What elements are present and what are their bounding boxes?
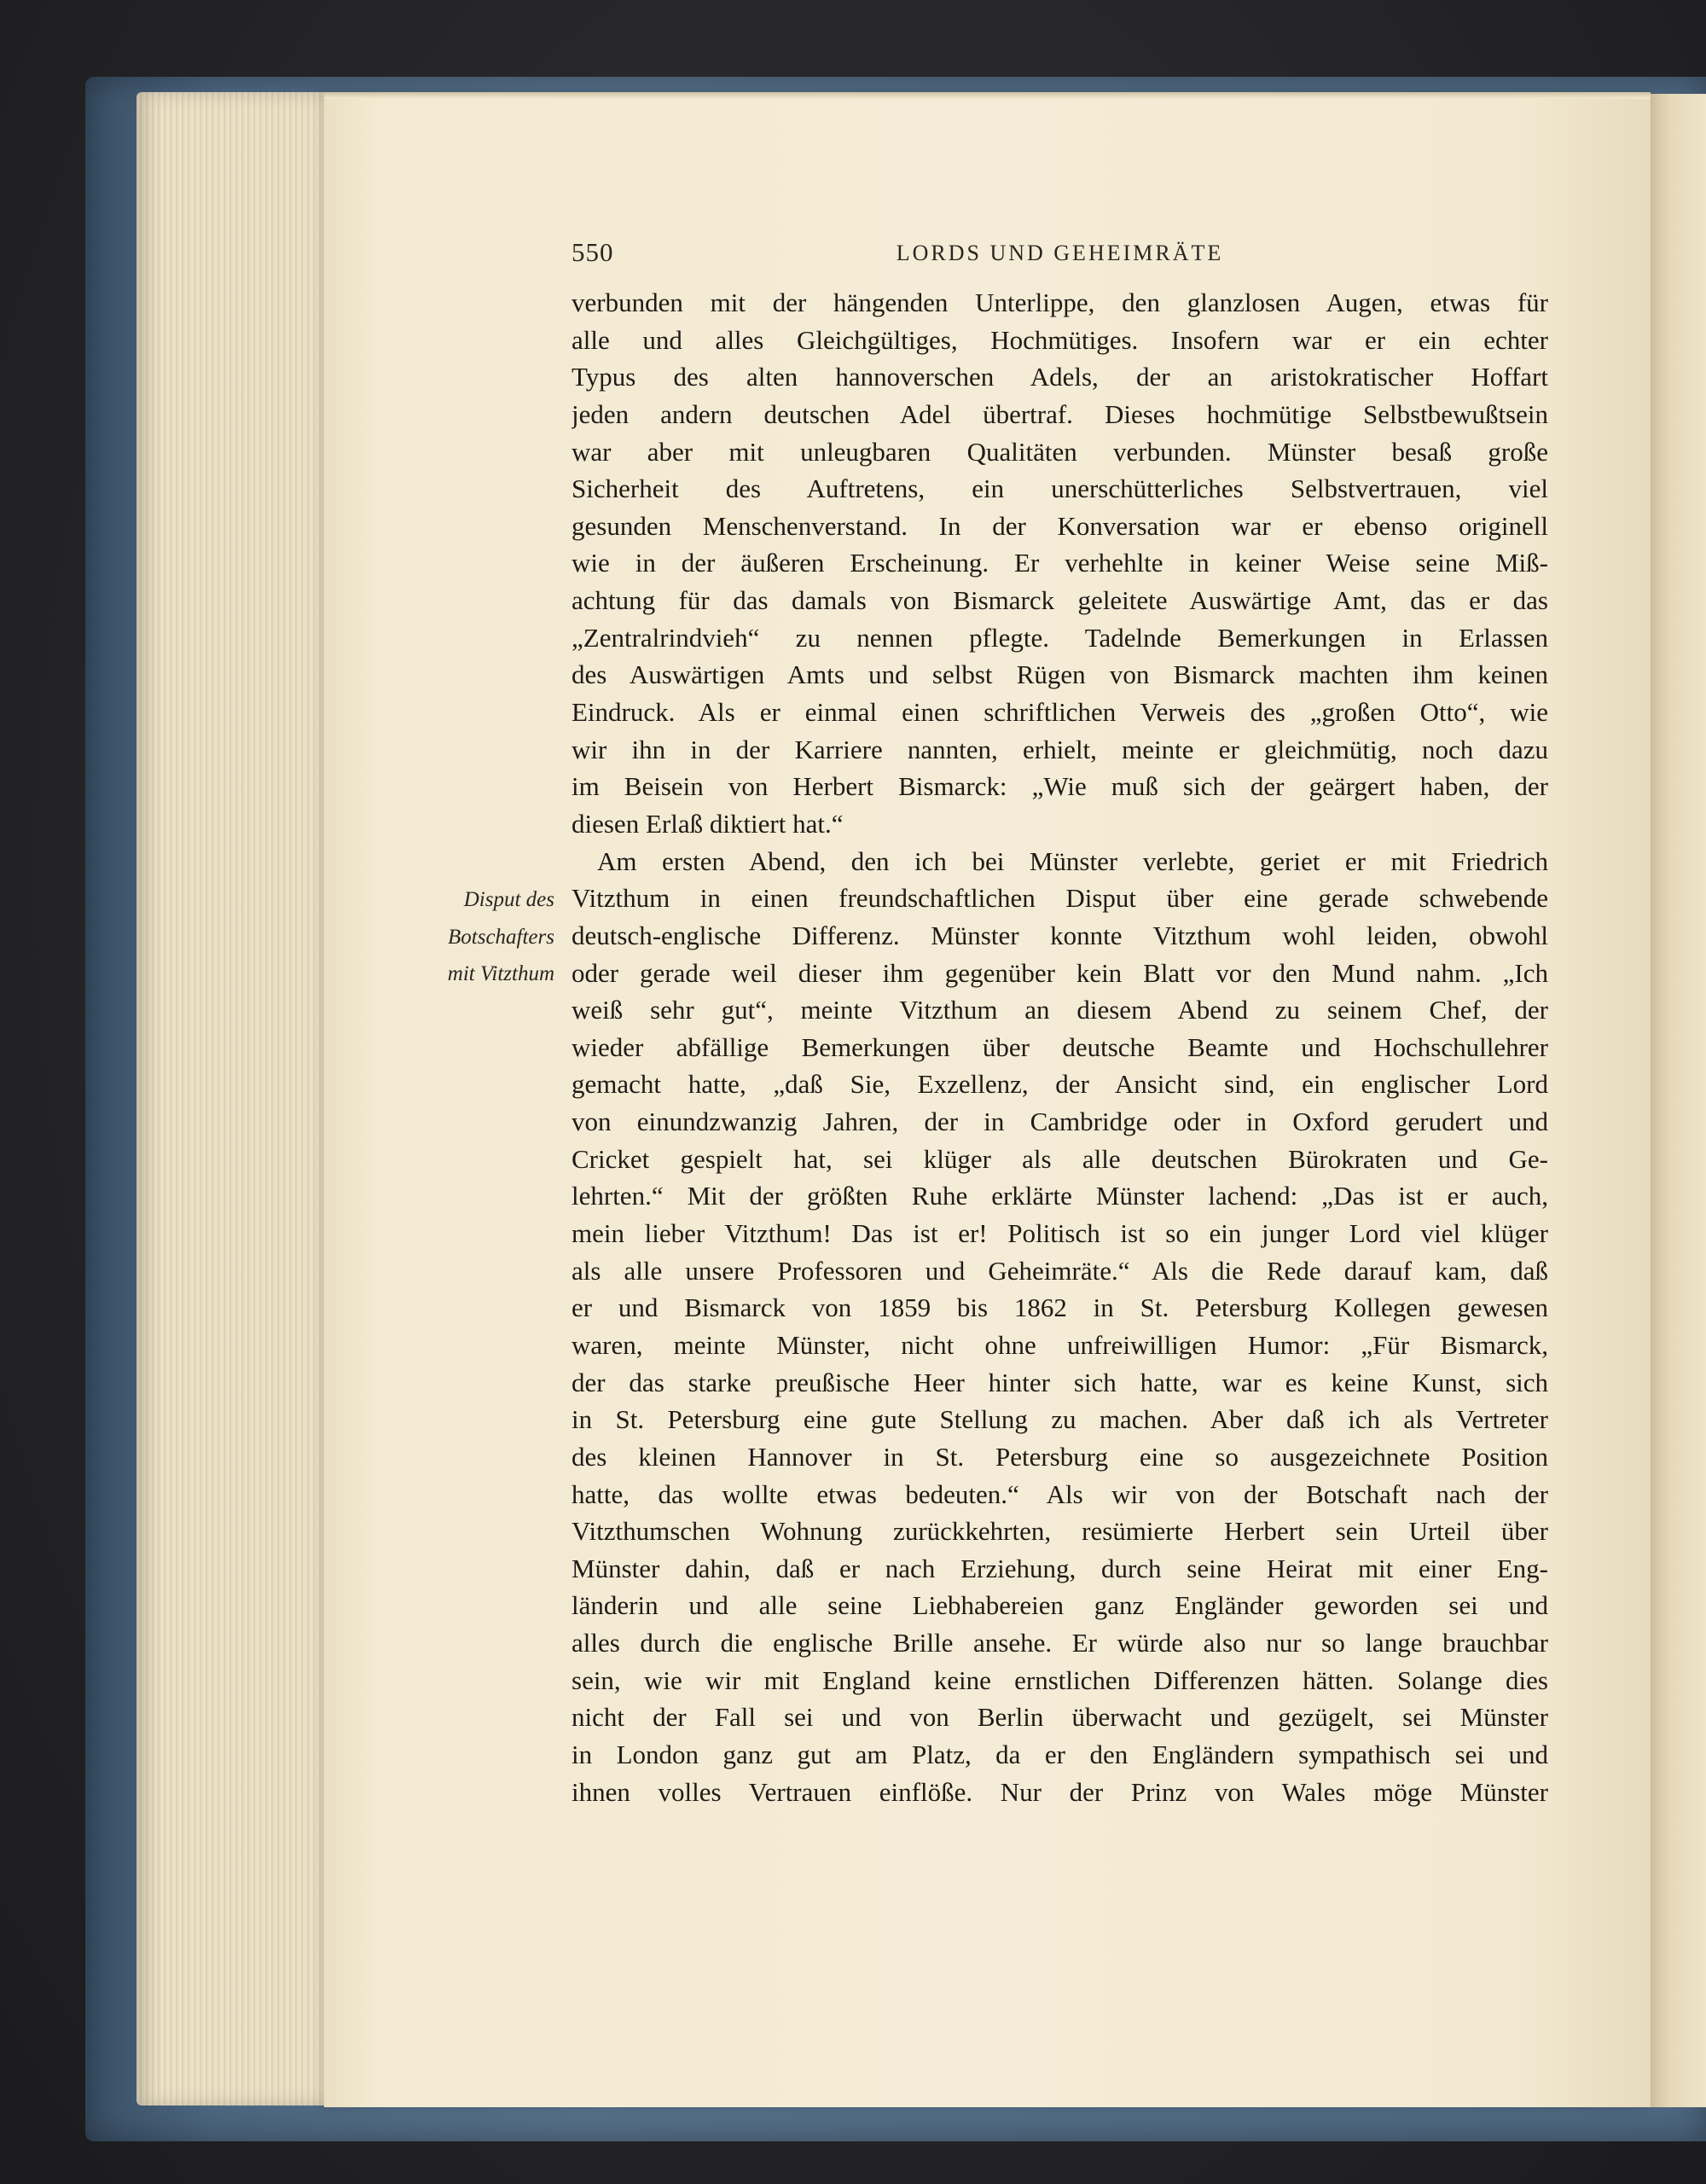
text-line: ihnen volles Vertrauen einflöße. Nur der Prinz von Wales möge Münster: [572, 1776, 1548, 1807]
text-line: hatte, das wollte etwas bedeuten.“ Als wir von der Botschaft nach der: [572, 1478, 1548, 1509]
text-line: länderin und alle seine Liebhabereien ganz Engländer geworden sei und: [572, 1590, 1548, 1621]
text-line: „Zentralrindvieh“ zu nennen pflegte. Tadelnde Bemerkungen in Erlassen: [572, 622, 1548, 653]
text-line: im Beisein von Herbert Bismarck: „Wie muß sich der geärgert haben, der: [572, 771, 1548, 802]
text-line: als alle unsere Professoren und Geheimräte.“ Als die Rede darauf kam, daß: [572, 1255, 1548, 1286]
text-line: der das starke preußische Heer hinter sich hatte, war es keine Kunst, sich: [572, 1367, 1548, 1397]
text-line: gesunden Menschenverstand. In der Konversation war er ebenso originell: [572, 510, 1548, 541]
text-line: jeden andern deutschen Adel übertraf. Dieses hochmütige Selbstbewußtsein: [572, 398, 1548, 429]
text-line: des Auswärtigen Amts und selbst Rügen von Bismarck machten ihm keinen: [572, 659, 1548, 690]
running-title: LORDS UND GEHEIMRÄTE: [896, 241, 1224, 265]
text-line: war aber mit unleugbaren Qualitäten verbunden. Münster besaß große: [572, 436, 1548, 467]
text-line: alles durch die englische Brille ansehe. Er würde also nur so lange brauchbar: [572, 1628, 1548, 1658]
text-line: Sicherheit des Auftretens, ein unerschütterliches Selbstvertrauen, viel: [572, 473, 1548, 504]
text-line: waren, meinte Münster, nicht ohne unfreiwilligen Humor: „Für Bismarck,: [572, 1329, 1548, 1360]
text-line: deutsch-englische Differenz. Münster konnte Vitzthum wohl leiden, obwohl: [572, 920, 1548, 950]
body-text: [572, 284, 1548, 1810]
text-line: Münster dahin, daß er nach Erziehung, durch seine Heirat mit einer Eng-: [572, 1553, 1548, 1583]
text-line: Vitzthumschen Wohnung zurückkehrten, resümierte Herbert sein Urteil über: [572, 1516, 1548, 1547]
marginal-note-line: mit Vitzthum: [447, 962, 554, 986]
text-line: er und Bismarck von 1859 bis 1862 in St. Petersburg Kollegen gewesen: [572, 1292, 1548, 1323]
text-line: Vitzthum in einen freundschaftlichen Disput über eine gerade schwebende: [572, 883, 1548, 914]
text-line: diesen Erlaß diktiert hat.“: [572, 808, 844, 839]
text-line: oder gerade weil dieser ihm gegenüber kein Blatt vor den Mund nahm. „Ich: [572, 957, 1548, 988]
text-line: nicht der Fall sei und von Berlin überwacht und gezügelt, sei Münster: [572, 1702, 1548, 1733]
text-line: wir ihn in der Karriere nannten, erhielt, meinte er gleichmütig, noch dazu: [572, 734, 1548, 764]
text-line: achtung für das damals von Bismarck geleitete Auswärtige Amt, das er das: [572, 585, 1548, 616]
text-line: des kleinen Hannover in St. Petersburg eine so ausgezeichnete Position: [572, 1441, 1548, 1472]
page-top-edge: [324, 92, 1651, 99]
text-line: Am ersten Abend, den ich bei Münster verlebte, geriet er mit Friedrich: [597, 845, 1548, 876]
text-line: verbunden mit der hängenden Unterlippe, den glanzlosen Augen, etwas für: [572, 288, 1548, 317]
text-line: Eindruck. Als er einmal einen schriftlichen Verweis des „großen Otto“, wie: [572, 697, 1548, 728]
marginal-note-line: Botschafters: [448, 925, 554, 949]
page-number: 550: [572, 237, 614, 267]
facing-page-edge: [1646, 94, 1706, 2107]
text-line: mein lieber Vitzthum! Das ist er! Politisch ist so ein junger Lord viel klüger: [572, 1218, 1548, 1249]
text-line: sein, wie wir mit England keine ernstlichen Differenzen hätten. Solange dies: [572, 1664, 1548, 1695]
text-line: gemacht hatte, „daß Sie, Exzellenz, der Ansicht sind, ein englischer Lord: [572, 1069, 1548, 1100]
text-line: von einundzwanzig Jahren, der in Cambridge oder in Oxford gerudert und: [572, 1107, 1548, 1137]
text-line: in St. Petersburg eine gute Stellung zu machen. Aber daß ich als Vertreter: [572, 1404, 1548, 1435]
text-line: wieder abfällige Bemerkungen über deutsche Beamte und Hochschullehrer: [572, 1031, 1548, 1062]
text-line: wie in der äußeren Erscheinung. Er verhehlte in keiner Weise seine Miß-: [572, 548, 1548, 578]
text-line: Cricket gespielt hat, sei klüger als alle deutschen Bürokraten und Ge-: [572, 1143, 1548, 1174]
text-line: Typus des alten hannoverschen Adels, der an aristokratischer Hoffart: [572, 362, 1548, 392]
text-line: alle und alles Gleichgültiges, Hochmütiges. Insofern war er ein echter: [572, 324, 1548, 355]
text-line: in London ganz gut am Platz, da er den Engländern sympathisch sei und: [572, 1739, 1548, 1769]
marginal-note-line: Disput des: [463, 888, 554, 911]
page-header: [572, 237, 1548, 275]
text-line: weiß sehr gut“, meinte Vitzthum an diesem Abend zu seinem Chef, der: [572, 995, 1548, 1025]
book-page: [324, 92, 1651, 2107]
marginal-note: [324, 881, 554, 993]
text-line: lehrten.“ Mit der größten Ruhe erklärte Münster lachend: „Das ist er auch,: [572, 1181, 1548, 1211]
